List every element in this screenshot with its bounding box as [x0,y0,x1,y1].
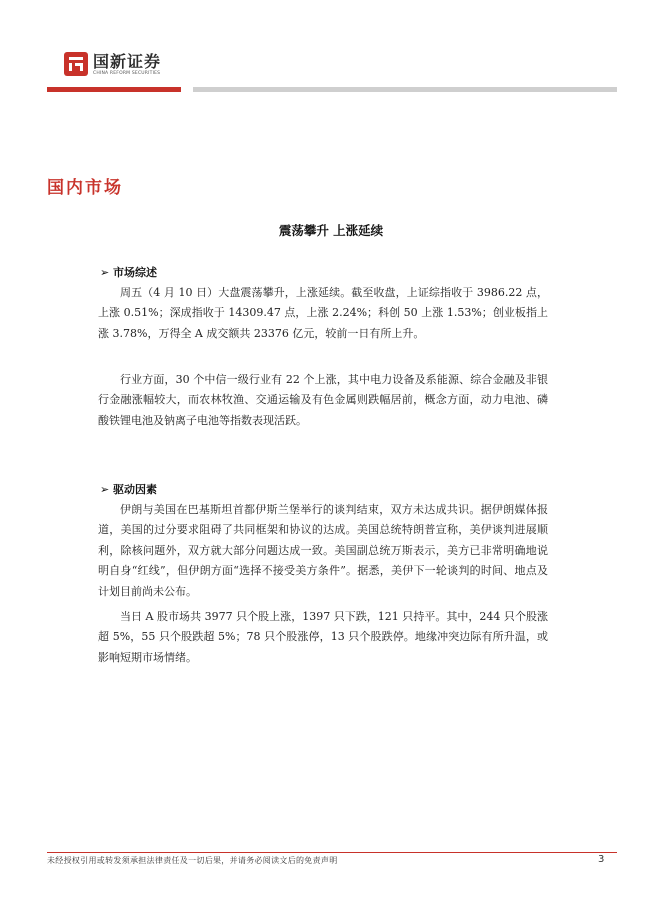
section-title: 国内市场 [47,178,123,198]
logo-name-cn: 国新证券 [93,51,162,71]
footer-disclaimer: 未经授权引用或转发须承担法律责任及一切后果，并请务必阅读文后的免责声明 [47,856,338,865]
page-number: 3 [598,854,605,865]
market-overview-heading: ➢ 市场综述 [100,266,158,279]
market-overview-paragraph-1: 周五（4 月 10 日）大盘震荡攀升，上涨延续。截至收盘，上证综指收于 3986.22 点，上涨 0.51%；深成指收于 14309.47 点，上涨 2.24%；科创 50 上涨 1.53%；创业板指上涨 3.78%，万得全 A 成交额共 23376 亿元，较前一日有所上升。 [98,286,548,340]
drivers-paragraph-1: 伊朗与美国在巴基斯坦首都伊斯兰堡举行的谈判结束，双方未达成共识。据伊朗媒体报道，美国的过分要求阻碍了共同框架和协议的达成。美国总统特朗普宣称，美伊谈判进展顺利，除核问题外，双方就大部分问题达成一致。美国副总统万斯表示，美方已非常明确地说明自身“红线”，但伊朗方面“选择不接受美方条件”。据悉，美伊下一轮谈判的时间、地点及计划目前尚未公布。 [98,503,548,598]
header-rule-bar [193,87,617,92]
footer-rule [47,852,617,853]
drivers-paragraph-2: 当日 A 股市场共 3977 只个股上涨，1397 只下跌，121 只持平。其中，244 只个股涨超 5%，55 只个股跌超 5%；78 只个股涨停，13 只个股跌停。地缘冲突边际有所升温，或影响短期市场情绪。 [98,610,548,664]
logo-mark-icon [64,52,88,76]
article-headline: 震荡攀升 上涨延续 [278,223,384,238]
header-accent-bar [47,87,181,92]
drivers-heading: ➢ 驱动因素 [100,483,158,496]
logo-text [93,53,161,76]
logo-name-en: CHINA REFORM SECURITIES [93,70,161,76]
market-overview-paragraph-2: 行业方面，30 个中信一级行业有 22 个上涨，其中电力设备及系能源、综合金融及非银行金融涨幅较大，而农林牧渔、交通运输及有色金属则跌幅居前，概念方面，动力电池、磷酸铁锂电池及钠离子电池等指数表现活跃。 [98,373,548,427]
company-logo [64,52,161,76]
